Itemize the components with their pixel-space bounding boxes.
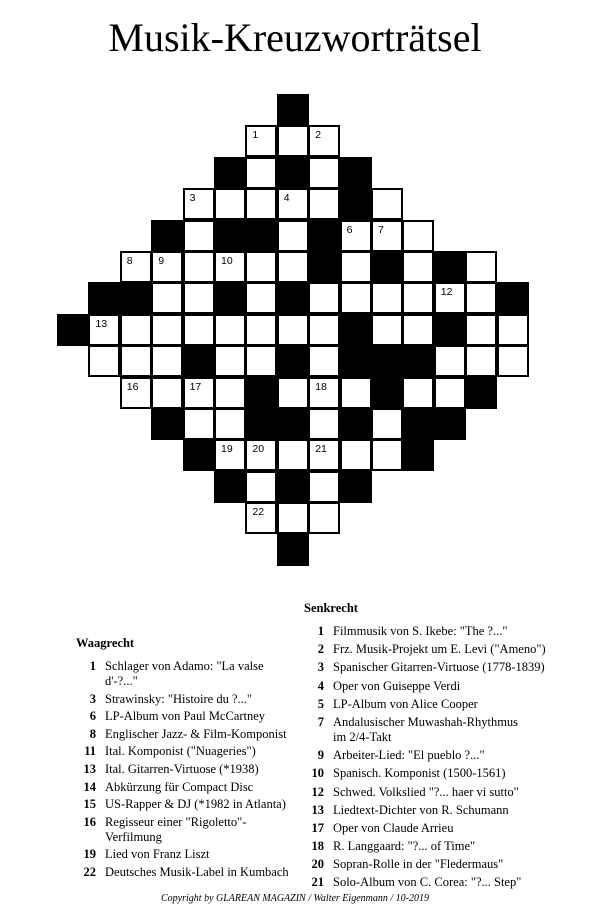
across-clues [76, 636, 296, 883]
down-list [304, 624, 574, 890]
down-clue [304, 766, 574, 781]
across-clue [76, 709, 296, 724]
clue-num: 22 [83, 864, 96, 879]
clue-number: 7 [378, 223, 384, 236]
grid-cell[interactable] [245, 471, 277, 503]
grid-cell[interactable] [120, 314, 152, 346]
grid-cell[interactable] [497, 314, 529, 346]
black-cell [434, 314, 466, 346]
grid-cell[interactable] [214, 251, 246, 283]
grid-cell[interactable] [434, 282, 466, 314]
grid-cell[interactable] [245, 314, 277, 346]
grid-cell[interactable] [277, 314, 309, 346]
down-clue [304, 660, 574, 675]
grid-cell[interactable] [371, 282, 403, 314]
grid-cell[interactable] [465, 314, 497, 346]
black-cell [245, 220, 277, 252]
black-cell [183, 439, 215, 471]
black-cell [214, 282, 246, 314]
grid-cell[interactable] [277, 377, 309, 409]
clue-number: 19 [221, 443, 233, 456]
clue-num: 9 [317, 748, 324, 763]
grid-cell[interactable] [371, 439, 403, 471]
clue-text: Regisseur einer "Rigoletto"-Verfilmung [105, 814, 247, 844]
across-clue [76, 847, 296, 862]
grid-cell[interactable] [308, 345, 340, 377]
grid-cell[interactable] [245, 125, 277, 157]
across-clue [76, 762, 296, 777]
grid-cell[interactable] [277, 251, 309, 283]
black-cell [371, 345, 403, 377]
grid-cell[interactable] [277, 502, 309, 534]
grid-cell[interactable] [151, 314, 183, 346]
black-cell [434, 408, 466, 440]
grid-cell[interactable] [308, 439, 340, 471]
clue-num: 18 [311, 839, 324, 854]
grid-cell[interactable] [340, 251, 372, 283]
clue-text: Deutsches Musik-Label in Kumbach [105, 864, 289, 879]
down-clue [304, 642, 574, 657]
black-cell [277, 345, 309, 377]
grid-cell[interactable] [214, 377, 246, 409]
grid-cell[interactable] [151, 377, 183, 409]
copyright-notice: Copyright by GLAREAN MAGAZIN / Walter Eigenmann / 10-2019 [161, 893, 429, 904]
clue-text: Spanischer Gitarren-Virtuose (1778-1839) [333, 660, 545, 675]
clue-num: 13 [83, 761, 96, 776]
clue-text: Schlager von Adamo: "La valse d'-?..." [105, 659, 264, 688]
grid-cell[interactable] [183, 408, 215, 440]
clue-num: 8 [89, 726, 96, 741]
clue-num: 12 [311, 784, 324, 799]
clue-text: Liedtext-Dichter von R. Schumann [333, 802, 509, 817]
grid-cell[interactable] [245, 188, 277, 220]
clue-number: 20 [252, 443, 265, 456]
grid-cell[interactable] [308, 125, 340, 157]
grid-cell[interactable] [183, 377, 215, 409]
clue-text: Filmmusik von S. Ikebe: "The ?..." [333, 624, 508, 638]
grid-cell[interactable] [120, 377, 152, 409]
grid-cell[interactable] [465, 251, 497, 283]
clue-number: 13 [95, 317, 108, 330]
clue-number: 16 [126, 380, 139, 393]
down-clue [304, 785, 574, 800]
grid-cell[interactable] [308, 502, 340, 534]
across-clue [76, 727, 296, 742]
grid-cell[interactable] [277, 439, 309, 471]
black-cell [402, 408, 434, 440]
black-cell [340, 188, 372, 220]
clue-text: Abkürzung für Compact Disc [105, 779, 254, 794]
black-cell [120, 282, 152, 314]
clue-number: 3 [189, 192, 196, 205]
black-cell [371, 377, 403, 409]
across-heading: Waagrecht [76, 636, 135, 650]
clue-num: 5 [317, 696, 324, 711]
down-clue [304, 624, 574, 639]
clue-text: R. Langgaard: "?... of Time" [333, 839, 476, 854]
across-clue [76, 692, 296, 707]
clue-num: 11 [84, 744, 96, 759]
grid-cell[interactable] [308, 282, 340, 314]
page-title: Musik-Kreuzworträtsel [108, 15, 482, 60]
grid-cell[interactable] [277, 125, 309, 157]
grid-cell[interactable] [214, 408, 246, 440]
grid-cell[interactable] [434, 345, 466, 377]
grid-cell[interactable] [465, 282, 497, 314]
grid-cell[interactable] [151, 251, 183, 283]
clue-num: 2 [317, 642, 324, 657]
clue-number: 14 [440, 317, 453, 330]
grid-cell[interactable] [245, 439, 277, 471]
grid-cell[interactable] [183, 188, 215, 220]
clue-number: 9 [158, 255, 165, 267]
clue-text: Lied von Franz Liszt [105, 847, 210, 862]
clue-text: Ital. Gitarren-Virtuose (*1938) [105, 761, 259, 776]
grid-cell[interactable] [340, 220, 372, 252]
down-clue [304, 821, 574, 836]
grid-cell[interactable] [308, 188, 340, 220]
clue-num: 3 [317, 660, 324, 675]
black-cell [402, 345, 434, 377]
grid-cell[interactable] [214, 345, 246, 377]
grid-cell[interactable] [371, 408, 403, 440]
black-cell [214, 471, 246, 503]
black-cell [277, 157, 309, 189]
clue-text: Strawinsky: "Histoire du ?..." [105, 691, 252, 706]
clue-text: Solo-Album von C. Corea: "?... Step" [333, 875, 522, 890]
black-cell [340, 345, 372, 377]
grid-cell[interactable] [245, 282, 277, 314]
grid-cell[interactable] [183, 282, 215, 314]
clue-text: Oper von Claude Arrieu [333, 820, 454, 835]
clue-number: 18 [315, 380, 327, 393]
clue-number: 15 [378, 349, 390, 362]
grid-cell[interactable] [183, 314, 215, 346]
grid-cell[interactable] [340, 439, 372, 471]
grid-cell[interactable] [340, 377, 372, 409]
black-cell [245, 408, 277, 440]
clue-num: 19 [83, 847, 96, 862]
grid-cell[interactable] [308, 408, 340, 440]
grid-cell[interactable] [245, 157, 277, 189]
grid-cell[interactable] [245, 251, 277, 283]
grid-cell[interactable] [308, 157, 340, 189]
black-cell [340, 314, 372, 346]
black-cell [245, 377, 277, 409]
clue-text: Englischer Jazz- & Film-Komponist [105, 726, 287, 741]
clue-number: 5 [346, 192, 353, 205]
black-cell [214, 157, 246, 189]
grid-cell[interactable] [308, 314, 340, 346]
black-cell [402, 439, 434, 471]
clue-text: LP-Album von Paul McCartney [105, 709, 266, 724]
clue-num: 15 [83, 797, 96, 812]
down-clue [304, 748, 574, 763]
clue-num: 13 [311, 802, 324, 817]
grid-cell[interactable] [340, 282, 372, 314]
grid-cell[interactable] [308, 471, 340, 503]
black-cell [277, 534, 309, 566]
grid-cell[interactable] [402, 314, 434, 346]
black-cell [151, 408, 183, 440]
black-cell [277, 408, 309, 440]
black-cell [277, 94, 309, 126]
across-clue [76, 815, 296, 845]
grid-cell[interactable] [214, 314, 246, 346]
down-clue [304, 839, 574, 854]
clue-number: 1 [252, 129, 259, 142]
clue-number: 21 [315, 443, 327, 456]
clue-num: 14 [83, 779, 96, 794]
grid-cell[interactable] [183, 251, 215, 283]
black-cell [151, 220, 183, 252]
clue-number: 12 [440, 286, 453, 299]
grid-cell[interactable] [465, 345, 497, 377]
clue-text: Oper von Guiseppe Verdi [333, 678, 461, 693]
grid-cell[interactable] [402, 377, 434, 409]
black-cell [497, 282, 529, 314]
grid-cell[interactable] [120, 251, 152, 283]
across-clue [76, 865, 296, 880]
grid-cell[interactable] [120, 345, 152, 377]
grid-cell[interactable] [214, 439, 246, 471]
black-cell [371, 251, 403, 283]
clue-num: 7 [317, 714, 324, 729]
down-clue [304, 697, 574, 712]
grid-cell[interactable] [245, 345, 277, 377]
clue-number: 17 [189, 380, 202, 393]
clue-num: 4 [317, 678, 324, 693]
clue-num: 1 [317, 624, 324, 638]
clue-num: 10 [311, 766, 324, 781]
grid-cell[interactable] [371, 314, 403, 346]
clue-num: 3 [89, 691, 96, 706]
black-cell [214, 220, 246, 252]
grid-cell[interactable] [308, 377, 340, 409]
clue-text: Andalusischer Muwashah-Rhythmus im 2/4-Takt [333, 714, 519, 744]
clue-num: 21 [311, 875, 324, 890]
black-cell [277, 471, 309, 503]
grid-cell[interactable] [434, 377, 466, 409]
clue-number: 8 [126, 255, 133, 267]
clue-text: LP-Album von Alice Cooper [333, 696, 478, 711]
across-list [76, 659, 296, 880]
grid-cell[interactable] [277, 220, 309, 252]
black-cell [308, 220, 340, 252]
grid-cell[interactable] [371, 220, 403, 252]
across-clue [76, 797, 296, 812]
black-cell [183, 345, 215, 377]
clue-number: 4 [283, 192, 290, 205]
clue-number: 6 [346, 223, 353, 236]
across-clue [76, 780, 296, 795]
black-cell [88, 282, 120, 314]
grid-cell[interactable] [497, 345, 529, 377]
grid-cell[interactable] [151, 282, 183, 314]
grid-cell[interactable] [371, 188, 403, 220]
black-cell [277, 282, 309, 314]
clue-text: Arbeiter-Lied: "El pueblo ?..." [333, 748, 485, 763]
black-cell [57, 314, 89, 346]
clue-text: Sopran-Rolle in der "Fledermaus" [333, 857, 504, 872]
grid-cell[interactable] [245, 502, 277, 534]
grid-cell[interactable] [277, 188, 309, 220]
clue-number: 11 [283, 286, 295, 299]
black-cell [340, 471, 372, 503]
clue-num: 16 [83, 814, 96, 829]
clue-number: 22 [252, 506, 265, 519]
clue-number: 2 [315, 129, 322, 142]
clue-text: Frz. Musik-Projekt um E. Levi ("Ameno") [333, 642, 546, 657]
clue-num: 17 [311, 820, 324, 835]
clue-num: 6 [89, 709, 96, 724]
down-clues [304, 601, 574, 894]
clue-number: 10 [221, 255, 233, 267]
clue-num: 20 [311, 857, 324, 872]
down-clue [304, 679, 574, 694]
down-clue [304, 875, 574, 890]
black-cell [340, 157, 372, 189]
clue-text: Spanisch. Komponist (1500-1561) [333, 766, 506, 781]
grid-cell[interactable] [214, 188, 246, 220]
grid-cell[interactable] [88, 345, 120, 377]
clue-text: Schwed. Volkslied "?... haer vi sutto" [333, 784, 519, 799]
clue-text: Ital. Komponist ("Nuageries") [105, 744, 256, 759]
black-cell [434, 251, 466, 283]
across-clue [76, 659, 296, 689]
grid-cell[interactable] [88, 314, 120, 346]
grid-cell[interactable] [402, 282, 434, 314]
black-cell [340, 408, 372, 440]
down-heading: Senkrecht [304, 601, 358, 615]
grid-cell[interactable] [151, 345, 183, 377]
clue-num: 1 [89, 659, 96, 673]
black-cell [465, 377, 497, 409]
down-clue [304, 715, 574, 745]
down-clue [304, 857, 574, 872]
clue-text: US-Rapper & DJ (*1982 in Atlanta) [105, 797, 286, 812]
black-cell [308, 251, 340, 283]
down-clue [304, 803, 574, 818]
grid-cell[interactable] [183, 220, 215, 252]
grid-cell[interactable] [402, 220, 434, 252]
across-clue [76, 744, 296, 759]
grid-cell[interactable] [402, 251, 434, 283]
